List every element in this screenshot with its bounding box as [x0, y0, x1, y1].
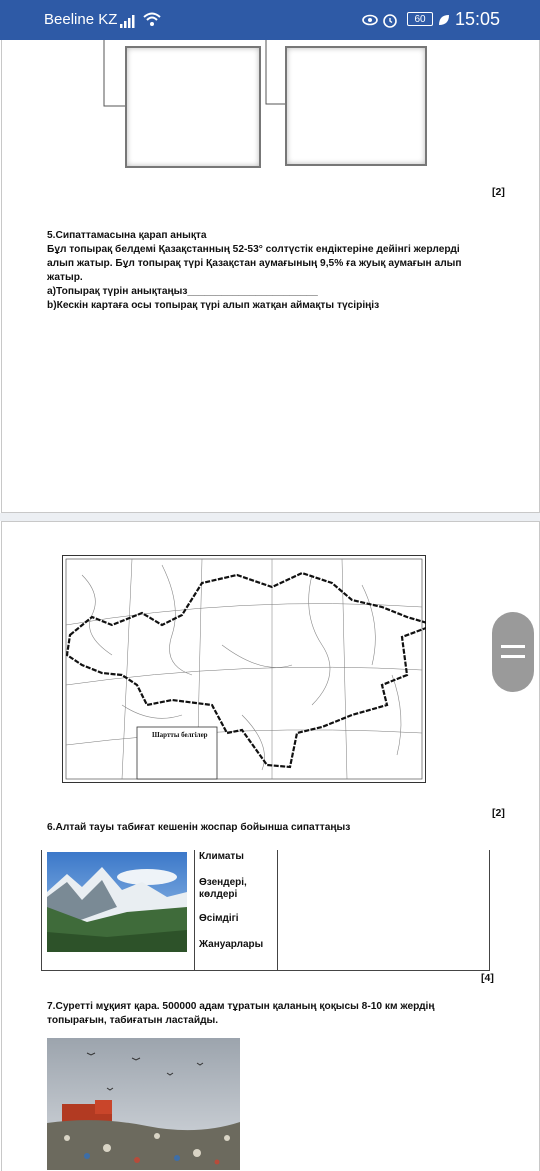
handle-line-2 — [501, 655, 525, 658]
clock: 15:05 — [455, 9, 501, 29]
row-rivers: Өзендері, — [199, 877, 247, 888]
answer-box-1[interactable] — [125, 46, 261, 168]
kazakhstan-contour-map[interactable] — [62, 555, 426, 783]
row-climate: Климаты — [199, 851, 244, 862]
score-q6: [4] — [481, 972, 494, 984]
q7-line1: 7.Суретті мұқият қара. 500000 адам тұратын қаланың қоқысы 8-10 км жердің — [47, 1001, 435, 1012]
q7-line2: топырағын, табиғатын ластайды. — [47, 1015, 219, 1026]
table-divider-1 — [194, 850, 195, 970]
landfill-photo — [47, 1038, 240, 1170]
alarm-icon — [384, 15, 396, 27]
map-legend-label: Шартты белгілер — [152, 731, 208, 739]
battery-icon: 60 — [407, 12, 433, 26]
eye-icon — [363, 16, 377, 25]
q5-line2: алып жатыр. Бұл топырақ түрі Қазақстан аумағының 9,5% ға жуық аумағын алып — [47, 258, 462, 269]
eye-alarm-icons — [362, 10, 402, 30]
signal-icon — [119, 12, 139, 28]
handle-line-1 — [501, 645, 525, 648]
diagram-connectors — [0, 40, 540, 120]
q5-title: 5.Сипаттамасына қарап анықта — [47, 230, 207, 241]
q5-part-b: b)Кескін картаға осы топырақ түрі алып жатқан аймақты түсіріңіз — [47, 300, 380, 311]
carrier-name: Beeline KZ — [44, 11, 118, 28]
altai-mountains-photo — [47, 852, 187, 952]
q5-line3: жатыр. — [47, 272, 83, 283]
q5-line1: Бұл топырақ белдемі Қазақстанның 52-53° солтүстік ендіктеріне дейінгі жерлерді — [47, 244, 460, 255]
table-divider-2 — [277, 850, 278, 970]
wifi-icon — [142, 10, 162, 28]
row-lakes: көлдері — [199, 889, 238, 900]
row-plants: Өсімдігі — [199, 913, 239, 924]
score-q5: [2] — [492, 807, 505, 819]
scroll-handle[interactable] — [492, 612, 534, 692]
q5-part-a: а)Топырақ түрін анықтаңыз_______________________ — [47, 286, 318, 297]
score-q4: [2] — [492, 186, 505, 198]
answer-box-2[interactable] — [285, 46, 427, 166]
row-animals: Жануарлары — [199, 939, 264, 950]
q6-title: 6.Алтай тауы табиғат кешенін жоспар бойынша сипаттаңыз — [47, 822, 351, 833]
table-divider-3 — [489, 850, 490, 970]
leaf-icon — [437, 13, 451, 27]
page-gap — [0, 513, 540, 521]
status-bar — [0, 0, 540, 40]
